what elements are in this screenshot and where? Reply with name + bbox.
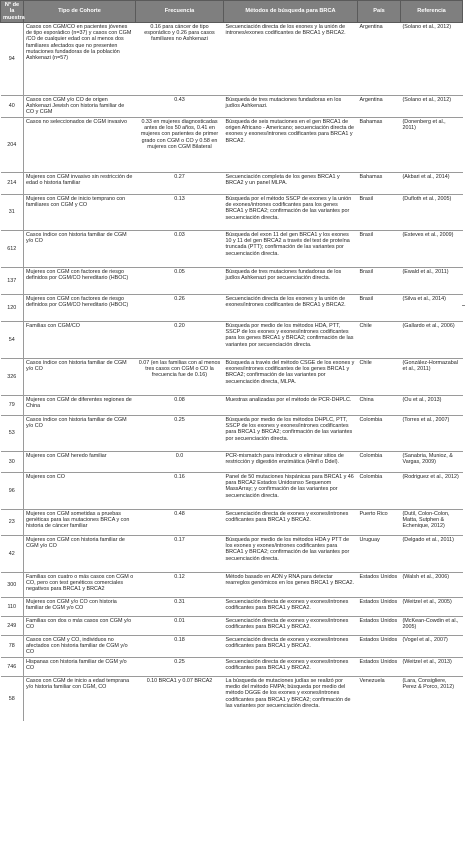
cell-metodos: Secuenciación directa de exones y exones/intrones codificantes para BRCA1 y BRCA2. — [224, 635, 358, 657]
cell-n: 612 — [1, 230, 24, 267]
cell-tipo: Mujeres con CGM de inicio temprano con familiares con CGM y CO — [24, 194, 136, 230]
cell-n: 96 — [1, 472, 24, 509]
cell-tipo: Casos índice con historia familiar de CGM y/o CO — [24, 358, 136, 395]
cell-metodos: PCR-mismatch para introducir o eliminar sitios de restricción y digestión enzimática (Hinfl o Ddel). — [224, 451, 358, 472]
cell-pais: Estados Unidos — [358, 635, 401, 657]
table-row — [1, 635, 463, 657]
cell-frecuencia: 0.10 BRCA1 y 0.07 BRCA2 — [136, 676, 224, 721]
cell-frecuencia: 0.12 — [136, 572, 224, 597]
cell-pais: Venezuela — [358, 676, 401, 721]
table-row — [1, 230, 463, 267]
table-row — [1, 117, 463, 172]
cell-n: 214 — [1, 172, 24, 194]
cell-frecuencia: 0.25 — [136, 415, 224, 451]
cell-metodos: Método basado en ADN y RNA para detectar rearreglos genómicos en los genes BRCA1 y BRCA2. — [224, 572, 358, 597]
cell-referencia: (Weitzel et al., 2005) — [401, 597, 463, 616]
cell-metodos: Búsqueda de seis mutaciones en el gen BRCA1 de origen Africano - Americano; secuenciación directa de exones y exones/intrones codificantes para BRCA1 y BRCA2. — [224, 117, 358, 172]
cell-tipo: Mujeres con CGM con factores de riesgo definidos por CGM/CO hereditario (HBOC) — [24, 294, 136, 321]
cell-n: 249 — [1, 616, 24, 635]
cell-tipo: Familias con CGM/CO — [24, 321, 136, 358]
cell-referencia: (Solano et al., 2012) — [401, 22, 463, 95]
cell-frecuencia: 0.33 en mujeres diagnosticadas antes de los 50 años, 0.41 en mujeres con parientes de primer grado con CGM o CO y 0.58 en mujeres con CGM Bilateral — [136, 117, 224, 172]
cell-referencia: (Dutil, Colon-Colon, Matta, Sutphen & Echenique, 2012) — [401, 509, 463, 535]
cell-tipo: Casos con CGM de inicio a edad temprana y/o historia familiar con CGM, CO — [24, 676, 136, 721]
cell-pais: Bahamas — [358, 117, 401, 172]
cell-pais: Colombia — [358, 472, 401, 509]
cell-frecuencia: 0.20 — [136, 321, 224, 358]
cell-referencia: (Weitzel et al., 2013) — [401, 657, 463, 676]
cell-pais: Colombia — [358, 415, 401, 451]
cell-metodos: Secuenciación completa de los genes BRCA1 y BRCA2 y un panel MLPA. — [224, 172, 358, 194]
cell-n: 40 — [1, 95, 24, 117]
cell-metodos: Búsqueda por medio de los métodos HDA, PTT, SSCP de los exones y exones/intrones codificantes para los genes BRCA1 y BRCA2; confirmación de las variantes por secuenciación directa. — [224, 321, 358, 358]
cell-tipo: Casos con CGM/CO en pacientes jóvenes de tipo esporádico (n=37) y casos con CGM /CO de cualquier edad con al menos dos familiares afectados que no presenten mutaciones fundadoras de la población Ashkenazi (n=57) — [24, 22, 136, 95]
cell-frecuencia: 0.05 — [136, 267, 224, 294]
cell-pais: Brasil — [358, 230, 401, 267]
table-row — [1, 395, 463, 415]
table-row — [1, 597, 463, 616]
table-row — [1, 172, 463, 194]
cell-tipo: Mujeres con CGM de diferentes regiones de China — [24, 395, 136, 415]
cell-frecuencia: 0.31 — [136, 597, 224, 616]
cell-tipo: Casos no seleccionados de CGM invasivo — [24, 117, 136, 172]
cell-referencia: (Donenberg et al., 2011) — [401, 117, 463, 172]
header-row — [1, 1, 463, 23]
cell-n: 94 — [1, 22, 24, 95]
cell-frecuencia: 0.01 — [136, 616, 224, 635]
header-pais: País — [358, 1, 401, 23]
cell-pais: Puerto Rico — [358, 509, 401, 535]
table-row — [1, 616, 463, 635]
header-frecuencia: Frecuencia — [136, 1, 224, 23]
table-row — [1, 267, 463, 294]
cell-metodos: Secuenciación directa de exones y exones/intrones codificantes para BRCA1 y BRCA2. — [224, 509, 358, 535]
cell-metodos: Búsqueda por medio de los métodos DHPLC, PTT, SSCP de los exones y exones/intrones codificantes para BRCA1 y BRCA2; confirmación de las variantes por secuenciación directa. — [224, 415, 358, 451]
cell-n: 746 — [1, 657, 24, 676]
cell-frecuencia: 0.48 — [136, 509, 224, 535]
cell-referencia: (Dufloth et al., 2005) — [401, 194, 463, 230]
table-row — [1, 451, 463, 472]
cell-n: 54 — [1, 321, 24, 358]
cell-n: 79 — [1, 395, 24, 415]
cell-metodos: Búsqueda por medio de los métodos HDA y PTT de los exones y exones/intrones codificantes para BRCA1 y BRCA2; confirmación de las variantes por secuenciación directa. — [224, 535, 358, 572]
cell-n: 326 — [1, 358, 24, 395]
cell-metodos: Búsqueda por el método SSCP de exones y la unión de exones/intrones codificantes para los genes BRCA1 y BRCA2; confirmación de las variantes por secuenciación directa. — [224, 194, 358, 230]
cell-referencia: (Silva et al., 2014) — [401, 294, 463, 321]
cell-pais: Argentina — [358, 95, 401, 117]
cell-frecuencia: 0.13 — [136, 194, 224, 230]
cell-referencia: (Walsh et al., 2006) — [401, 572, 463, 597]
cell-frecuencia: 0.16 para cáncer de tipo esporádico y 0.26 para casos familiares no Ashkenazi — [136, 22, 224, 95]
cell-metodos: Secuenciación directa de exones y exones/intrones codificantes para BRCA1 y BRCA2. — [224, 657, 358, 676]
table-row — [1, 415, 463, 451]
cell-frecuencia: 0.07 (en las familias con al menos tres casos con CGM o CO la frecuencia fue de 0.16) — [136, 358, 224, 395]
cell-pais: Colombia — [358, 451, 401, 472]
cell-referencia: (Ou et al., 2013) — [401, 395, 463, 415]
table-row — [1, 294, 463, 321]
cell-referencia: (Torres et al., 2007) — [401, 415, 463, 451]
cell-referencia: (Vogel et al., 2007) — [401, 635, 463, 657]
cell-n: 23 — [1, 509, 24, 535]
header-tipo: Tipo de Cohorte — [24, 1, 136, 23]
cell-referencia: (González-Hormazabal et al., 2011) — [401, 358, 463, 395]
cell-frecuencia: 0.17 — [136, 535, 224, 572]
cell-tipo: Hispanas con historia familiar de CGM y/o CO — [24, 657, 136, 676]
cell-pais: Brasil — [358, 267, 401, 294]
header-n: N° de la muestra — [1, 1, 24, 23]
cell-pais: Uruguay — [358, 535, 401, 572]
cell-referencia: (Akbari et al., 2014) — [401, 172, 463, 194]
cell-referencia: (Solano et al., 2012) — [401, 95, 463, 117]
cell-pais: China — [358, 395, 401, 415]
cell-tipo: Casos índice con historia familiar de CGM y/o CO — [24, 230, 136, 267]
cell-n: 58 — [1, 676, 24, 721]
cell-n: 31 — [1, 194, 24, 230]
cell-pais: Estados Unidos — [358, 657, 401, 676]
cell-referencia: (Lara, Consigliere, Perez & Porco, 2012) — [401, 676, 463, 721]
cell-n: 30 — [1, 451, 24, 472]
cell-metodos: Secuenciación directa de los exones y la unión de intrones/exones codificantes de BRCA1 y BRCA2. — [224, 22, 358, 95]
cell-n: 78 — [1, 635, 24, 657]
cell-metodos: Secuenciación directa de exones y exones/intrones codificantes para BRCA1 y BRCA2. — [224, 616, 358, 635]
cell-referencia: (Ewald et al., 2011) — [401, 267, 463, 294]
table-row — [1, 95, 463, 117]
table-body — [1, 22, 463, 721]
cell-referencia: (Esteves et al., 2009) — [401, 230, 463, 267]
cell-referencia: (Rodriguez et al., 2012) — [401, 472, 463, 509]
cell-metodos: Panel de 50 mutaciones hispánicas para BRCA1 y 46 para BRCA2 Estados Unidosnso Sequenom MassArray; y confirmación de las variantes por secuenciación directa. — [224, 472, 358, 509]
cell-pais: Bahamas — [358, 172, 401, 194]
cell-metodos: Secuenciación directa de los exones y la unión de exones/intrones codificantes de BRCA1 y BRCA2. — [224, 294, 358, 321]
cell-referencia: (Delgado et al., 2011) — [401, 535, 463, 572]
cell-tipo: Mujeres con CGM heredo familiar — [24, 451, 136, 472]
cell-metodos: Búsqueda de tres mutaciones fundadoras en los judíos Ashkenazi. — [224, 95, 358, 117]
cell-n: 120 — [1, 294, 24, 321]
cell-frecuencia: 0.27 — [136, 172, 224, 194]
table-row — [1, 22, 463, 95]
table-row — [1, 472, 463, 509]
table-row — [1, 676, 463, 721]
cell-referencia: (Gallardo et al., 2006) — [401, 321, 463, 358]
cell-tipo: Mujeres con CGM y/o CO con historia familiar de CGM y/o CO — [24, 597, 136, 616]
cell-frecuencia: 0.18 — [136, 635, 224, 657]
cell-tipo: Casos con CGM y/o CO de origen Ashkenazi Jewish con historia familiar de CO y CGM — [24, 95, 136, 117]
cell-pais: Estados Unidos — [358, 597, 401, 616]
header-referencia: Referencia — [401, 1, 463, 23]
cell-metodos: Muestras analizadas por el método de PCR-DHPLC. — [224, 395, 358, 415]
cell-metodos: Secuenciación directa de exones y exones/intrones codificantes para BRCA1 y BRCA2. — [224, 597, 358, 616]
cell-referencia: (Sanabria, Munioz, & Vargas, 2009) — [401, 451, 463, 472]
cell-metodos: La búsqueda de mutaciones judías se realizó por medio del método FMPA; búsqueda por medio del método DGGE de los exones y exones/intrones codificantes para BRCA1 y BRCA2; confirmación de las variantes por secuenciación directa. — [224, 676, 358, 721]
cell-pais: Estados Unidos — [358, 572, 401, 597]
cell-frecuencia: 0.16 — [136, 472, 224, 509]
cell-tipo: Casos índice con historia familiar de CGM y/o CO — [24, 415, 136, 451]
cell-frecuencia: 0.25 — [136, 657, 224, 676]
cell-n: 137 — [1, 267, 24, 294]
cell-frecuencia: 0.03 — [136, 230, 224, 267]
table-row — [1, 358, 463, 395]
cell-tipo: Mujeres con CGM con historia familiar de CGM y/o CO — [24, 535, 136, 572]
table-row — [1, 194, 463, 230]
table-row — [1, 509, 463, 535]
table-row — [1, 535, 463, 572]
cell-frecuencia: 0.08 — [136, 395, 224, 415]
cell-tipo: Familias con dos o más casos con CGM y/o CO — [24, 616, 136, 635]
cell-n: 300 — [1, 572, 24, 597]
cell-tipo: Mujeres con CO — [24, 472, 136, 509]
cell-tipo: Mujeres con CGM sometidas a pruebas genéticas para las mutaciones BRCA y con historia de cáncer familiar — [24, 509, 136, 535]
cell-pais: Estados Unidos — [358, 616, 401, 635]
cell-n: 204 — [1, 117, 24, 172]
cell-n: 110 — [1, 597, 24, 616]
table-row — [1, 572, 463, 597]
cell-pais: Chile — [358, 358, 401, 395]
cell-metodos: Búsqueda del exon 11 del gen BRCA1 y los exones 10 y 11 del gen BRCA2 a través del test de proteína truncada (PTT); confirmación de las variantes por secuenciación directa. — [224, 230, 358, 267]
cell-pais: Argentina — [358, 22, 401, 95]
cell-n: 42 — [1, 535, 24, 572]
cell-n: 53 — [1, 415, 24, 451]
cell-metodos: Búsqueda de tres mutaciones fundadoras de los judíos Ashkenazi por secuenciación directa. — [224, 267, 358, 294]
header-metodos: Métodos de búsqueda para BRCA — [224, 1, 358, 23]
cell-pais: Brasil — [358, 294, 401, 321]
cell-pais: Brasil — [358, 194, 401, 230]
cell-tipo: Casos con CGM y CO, individuos no afectados con historia familiar de CGM y/o CO — [24, 635, 136, 657]
table-row — [1, 321, 463, 358]
cell-pais: Chile — [358, 321, 401, 358]
table-row — [1, 657, 463, 676]
cell-referencia: (McKean-Cowdin et al., 2005) — [401, 616, 463, 635]
cell-frecuencia: 0.43 — [136, 95, 224, 117]
cell-tipo: Mujeres con CGM invasivo sin restricción de edad o historia familiar — [24, 172, 136, 194]
cell-tipo: Mujeres con CGM con factores de riesgo definidos por CGM/CO hereditario (HBOC) — [24, 267, 136, 294]
cell-frecuencia: 0.0 — [136, 451, 224, 472]
cell-tipo: Familias con cuatro o más casos con CGM o CO, pero con test genéticos comerciales negativos para BRCA1 y BRCA2 — [24, 572, 136, 597]
cell-frecuencia: 0.26 — [136, 294, 224, 321]
cell-metodos: Búsqueda a través del método CSGE de los exones y exones/intrones codificantes de los genes BRCA1 y BRCA2; confirmación de las variantes por secuenciación directa, MLPA. — [224, 358, 358, 395]
